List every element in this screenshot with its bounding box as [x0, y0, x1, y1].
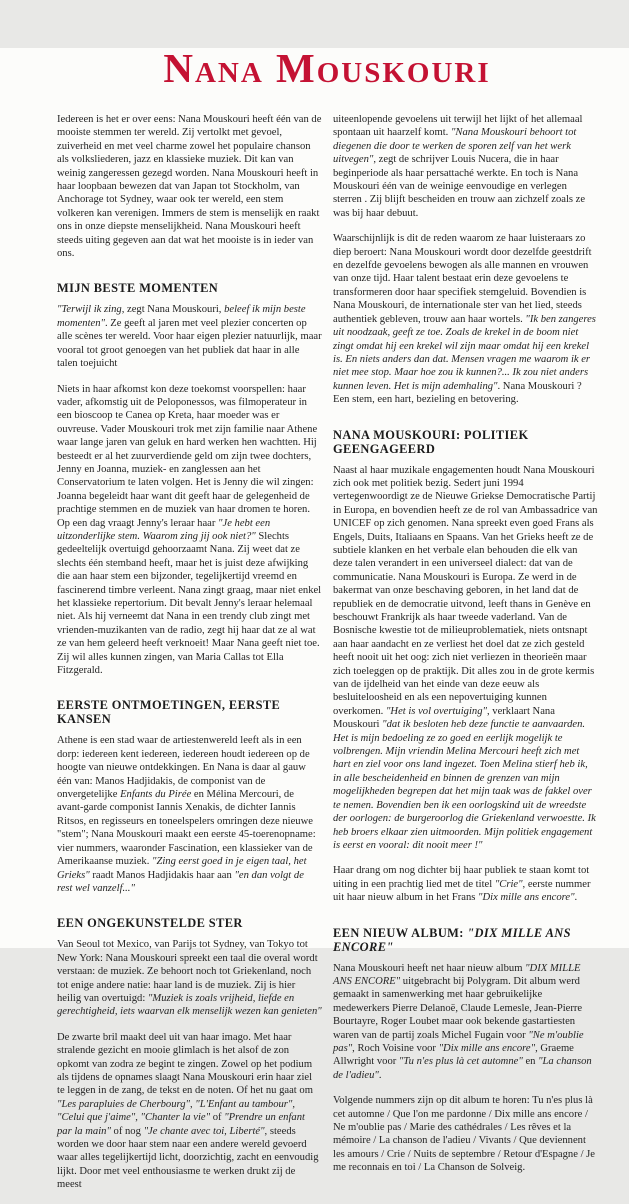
- italic-text-segment: "Tu n'es plus là cet automne": [398, 1056, 523, 1068]
- paragraph: [333, 113, 598, 220]
- italic-text-segment: "Dix mille ans encore": [438, 1042, 536, 1054]
- right-column: [333, 113, 598, 1204]
- paragraph: [333, 864, 598, 904]
- text-segment: MIJN BESTE MOMENTEN: [57, 281, 219, 296]
- page-title: Nana Mouskouri: [163, 45, 491, 91]
- italic-text-segment: "Je hebt een uitzonderlijke stem. Waarom zing jij ook niet?": [57, 517, 271, 542]
- paragraph: [333, 232, 598, 406]
- italic-text-segment: "Ne m'oublie pas": [333, 1029, 584, 1054]
- text-segment: uiteenlopende gevoelens uit terwijl het lijkt of het allemaal spontaan uit haarzelf komt.: [333, 114, 583, 139]
- text-segment: De zwarte bril maakt deel uit van haar imago. Met haar stralende gezicht en mooie glimlach is het alsof de zon opkomt van zodra ze begint te zingen. Zowel op het podium als tijdens de opnames slaagt Nana Mouskouri erin haar ziel te leggen in de zang, de tekst en de noten. Of het nu gaat om: [57, 1031, 313, 1097]
- text-segment: Waarschijnlijk is dit de reden waarom ze haar luisteraars zo diep beroert: Nana Mouskouri wordt door dezelfde geestdrift en dezelfde gevoelens bewogen als alle mannen en vrouwen van onze tijd. Haar talent bestaat erin deze gevoelens te transformeren door haar specifiek stemgeluid. Bovendien is Nana Mouskouri, de internationale ster van het lied, steeds authentiek gebleven, trouw aan haar wortels.: [333, 233, 592, 325]
- paragraph: [333, 464, 598, 853]
- section-heading: [57, 281, 322, 295]
- text-segment: , Roch Voisine voor: [352, 1042, 439, 1054]
- italic-text-segment: "Dix mille ans encore": [478, 892, 575, 904]
- paragraph: [57, 1031, 322, 1192]
- italic-text-segment: "Ik ben zangeres uit noodzaak, geeft ze toe. Zoals de krekel in de boom niet zingt omdat hij een krekel wil zijn maar omdat hij een krekel is. En niets anders dan dat. Mensen vragen me waarom ik er niet mee stop. Maar hoe zou ik kunnen?... Ik zou niet anders kunnen leven. Het is mijn ademhaling": [333, 313, 596, 392]
- text-segment: Haar drang om nog dichter bij haar publiek te staan komt tot uiting in een prachtig lied met de titel: [333, 865, 590, 890]
- italic-text-segment: "L'Enfant au tambour": [195, 1098, 293, 1110]
- italic-text-segment: beleef ik mijn beste momenten": [57, 304, 306, 329]
- italic-text-segment: Enfants du Pirée: [120, 789, 192, 801]
- paragraph: [57, 113, 322, 260]
- text-segment: Iedereen is het er over eens: Nana Mouskouri heeft één van de mooiste stemmen ter wereld. Zij vertolkt met gevoel, zuiverheid en met veel charme zowel het populaire chanson als volksliederen, jazz en klassieke muziek. Dit kan van weinig zangeressen gezegd worden. Nana Mouskouri heeft in haar loopbaan bewezen dat van Japan tot Stockholm, van Anchorage tot Sydney, waar ook ter wereld, een stem volkeren kan verenigen. Immers de stem is menselijk en raakt ons in onze diepste menselijkheid. Nana Mouskouri heeft steeds uiting gegeven aan dat wat het mooiste is in ieder van ons.: [57, 114, 322, 260]
- text-segment: , steeds worden we door haar stem naar een andere wereld gevoerd waar alles tegelijkertijd licht, doorzichtig, zacht en eenvoudig lijkt. Door met veel enthousiasme te werken drukt zij de meest: [57, 1125, 319, 1191]
- italic-text-segment: "Zing eerst goed in je eigen taal, het Grieks": [57, 856, 307, 881]
- paragraph: [57, 734, 322, 895]
- italic-text-segment: "Terwijl ik zing,: [57, 304, 127, 316]
- document-page: [0, 45, 629, 1191]
- text-segment: Nana Mouskouri heeft net haar nieuw album: [333, 962, 526, 974]
- italic-text-segment: "Chanter la vie": [140, 1112, 211, 1124]
- text-segment: , zegt de schrijver Louis Nucera, die in haar beginperiode als haar persattaché werkte. En toch is Nana Mouskouri één van de weinige eenvoudige en verlegen sterren . Zij blijft bescheiden en trouw aan zichzelf zoals ze was bij haar debuut.: [333, 154, 586, 219]
- text-segment: Van Seoul tot Mexico, van Parijs tot Sydney, van Tokyo tot New York: Nana Mouskouri spreekt een taal die overal wordt verstaan: de muziek. Ze behoort noch tot Griekenland, noch tot enige andere natie: haar land is de muziek. Zij is hier heilig van overtuigd:: [57, 939, 318, 1004]
- text-segment: , Graeme Allwright voor: [333, 1042, 574, 1068]
- article-body: [0, 89, 629, 1204]
- text-segment: . Nana Mouskouri ? Een stem, een hart, bezieling en betovering.: [333, 380, 582, 406]
- italic-text-segment: "en dan volgt de rest wel vanzelf...": [57, 869, 304, 894]
- text-segment: EERSTE ONTMOETINGEN, EERSTE KANSEN: [57, 698, 281, 727]
- text-segment: EEN NIEUW ALBUM:: [333, 925, 468, 940]
- paragraph: [333, 962, 598, 1083]
- left-column: [57, 113, 322, 1204]
- italic-text-segment: "Muziek is zoals vrijheid, liefde en gerechtigheid, iets waarvan elk menselijk wezen kan genieten": [57, 992, 322, 1018]
- paragraph: [57, 303, 322, 370]
- text-segment: NANA MOUSKOURI: POLITIEK GEENGAGEERD: [333, 427, 529, 456]
- paragraph: [57, 383, 322, 678]
- text-segment: of nog: [110, 1125, 144, 1137]
- text-segment: , verklaart Nana Mouskouri: [333, 705, 555, 731]
- italic-text-segment: "Crie": [494, 878, 523, 890]
- text-segment: .: [378, 1069, 382, 1081]
- text-segment: ,: [292, 1098, 296, 1110]
- paragraph: [57, 938, 322, 1018]
- section-heading: [333, 926, 598, 954]
- text-segment: uitgebracht bij Polygram. Dit album werd gemaakt in samenwerking met haar gebruikelijke medewerkers Pierre Delanoë, Claude Lemesle, Jean-Pierre Bourtayre, Roger Loubet maar ook bekende gastartiesten waren van de partij zoals Michel Fugain voor: [333, 975, 583, 1041]
- italic-text-segment: "dat ik besloten heb deze functie te aanvaarden. Het is mijn bedoeling ze zo goed en eerlijk mogelijk te volbrengen. Mijn vriendin Melina Mercouri heeft zich met hart en ziel voor ons land ingezet. Toen Melina stierf heb ik, in alle bescheidenheid en binnen de grenzen van mijn mogelijkheden begrepen dat het mijn taak was de fakkel over te nemen. Bovendien ben ik een oorlogskind uit de wreedste der oorlogen: de burgeroorlog die Griekenland verwoestte. Ik heb broers elkaar zien uitmoorden. Mijn politiek engagement is eerst en vooral: dit nooit meer !": [333, 719, 596, 851]
- italic-text-segment: "La chanson de l'adieu": [333, 1056, 592, 1081]
- italic-text-segment: "Celui que j'aime": [57, 1112, 136, 1124]
- italic-text-segment: "Prendre un enfant par la main": [57, 1112, 305, 1137]
- italic-text-segment: "DIX MILLE ANS ENCORE": [333, 962, 581, 987]
- text-segment: , eerste nummer uit haar nieuw album in het Frans: [333, 878, 591, 904]
- paragraph: [333, 1094, 598, 1174]
- italic-text-segment: "Les parapluies de Cherbourg": [57, 1098, 190, 1110]
- text-segment: of: [210, 1112, 225, 1124]
- italic-text-segment: "Nana Mouskouri behoort tot diegenen die door te werken de sporen zelf van het werk uitvegen": [333, 127, 577, 166]
- section-heading: [57, 916, 322, 930]
- text-segment: ,: [189, 1098, 196, 1110]
- section-heading: [333, 428, 598, 456]
- text-segment: Athene is een stad waar de artiestenwereld leeft als in een dorp: iedereen kent iedereen, iedereen houdt iedereen op de hoogte van nieuwe ontdekkingen. En Nana is daar al gauw één van: Manos Hadjidakis, de componist van de onvergetelijke: [57, 735, 310, 801]
- text-segment: Volgende nummers zijn op dit album te horen: Tu n'es plus là cet automne / Que l'on me pardonne / Dix mille ans encore / Ne m'oublie pas / Marie des cathédrales / Les rêves et la mémoire / La chanson de l'adieu / Vivants / Que deviennent les amours / Crie / Nuits de septembre / Retour d'Espagne / Je me reconnais en toi / La Chanson de Solveig.: [333, 1095, 595, 1174]
- text-segment: Niets in haar afkomst kon deze toekomst voorspellen: haar vader, afkomstig uit de Peloponessos, was filmoperateur in een bioscoop te Canea op Kreta, haar moeder was er ouvreuse. Vader Mouskouri trok met zijn familie naar Athene waar lange jaren van geluk en hard werken hen wachtten. Hij besteedt er al het zuurverdiende geld om zijn twee dochters, Jenny en Joanna, muziek- en zanglessen aan het Conservatorium te laten volgen. Het is Jenny die wil zingen: Joanna begeleidt haar want dit geeft haar de gelegenheid de prachtige stemmen en de muziek van haar dromen te horen. Op een dag vraagt Jenny's leraar haar: [57, 383, 318, 529]
- text-segment: en: [522, 1056, 539, 1068]
- text-segment: ,: [135, 1112, 141, 1124]
- text-segment: Slechts gedeeltelijk overtuigd gehoorzaamt Nana. Zij weet dat ze slechts één stemband heeft, maar het is juist deze afwijking die aan haar stem een bijzonder, tegelijkertijd vreemd en fascinerend timbre verleent. Nana zingt graag, maar niet enkel het klassieke repertorium. Dit bevalt Jenny's leraar helemaal niet. Als hij verneemt dat Nana in een trendy club zingt met vrienden-muzikanten van de radio, zegt hij haar dat ze al wat ze van hem geleerd heeft verknoeit! Maar Nana geeft niet toe. Zij wil alles kunnen zingen, van Maria Callas tot Ella Fitzgerald.: [57, 530, 322, 677]
- text-segment: raadt Manos Hadjidakis haar aan: [89, 869, 235, 881]
- text-segment: zegt Nana Mouskouri,: [127, 304, 225, 316]
- text-segment: .: [574, 892, 578, 904]
- text-segment: en Mélina Mercouri, de avant-garde componist Iannis Xenakis, de dichter Iannis Ritsos, en regisseurs en toneelspelers omringen deze nieuwe "stem"; Nana Mouskouri maakt een eerste 45-toerenopname: vier nummers, waaronder Fascination, een klassieker van de Amerikaanse muziek.: [57, 789, 316, 868]
- italic-text-segment: "DIX MILLE ANS ENCORE": [333, 925, 571, 954]
- italic-text-segment: "Je chante avec toi, Liberté": [143, 1125, 265, 1137]
- text-segment: EEN ONGEKUNSTELDE STER: [57, 916, 243, 931]
- text-segment: . Ze geeft al jaren met veel plezier concerten op alle scènes ter wereld. Voor haar eigen plezier natuurlijk, maar vooral tot groot genoegen van het publiek dat haar in alle talen toejuicht: [57, 317, 322, 370]
- italic-text-segment: "Het is vol overtuiging": [385, 705, 487, 717]
- section-heading: [57, 698, 322, 726]
- text-segment: Naast al haar muzikale engagementen houdt Nana Mouskouri zich ook met politiek bezig. Sedert juni 1994 vertegenwoordigt ze de Nieuwe Griekse Democratische Partij in Europa, en bovendien heeft ze de rol van Ambassadrice van UNICEF op zich genomen. Nana spreekt even goed Frans als Engels, Duits, Italiaans en Spaans. Van het Grieks heeft ze de subtiele klanken en het verbale elan behouden die elk van deze talen verandert in een universeel dialect: dat van de communicatie. Nana Mouskouri is Europa. Ze werd in de bakermat van onze beschaving geboren, in het land dat de republiek en de democratie uitvond, leeft thans in Genève en beschouwt Frankrijk als haar tweede vaderland. Van de Bosnische kwestie tot de milieuproblematiek, niets ontsnapt aan haar aandacht en ze verliest het doel dat ze zich gesteld heeft nooit uit het oog: zich niet verliezen in theorieën maar zich toeleggen op de praktijk. Dit alles zou in de grote kermis van de ijdelheid van het einde van deze eeuw als besluiteloosheid en als een nepovertuiging kunnen overkomen.: [333, 464, 598, 717]
